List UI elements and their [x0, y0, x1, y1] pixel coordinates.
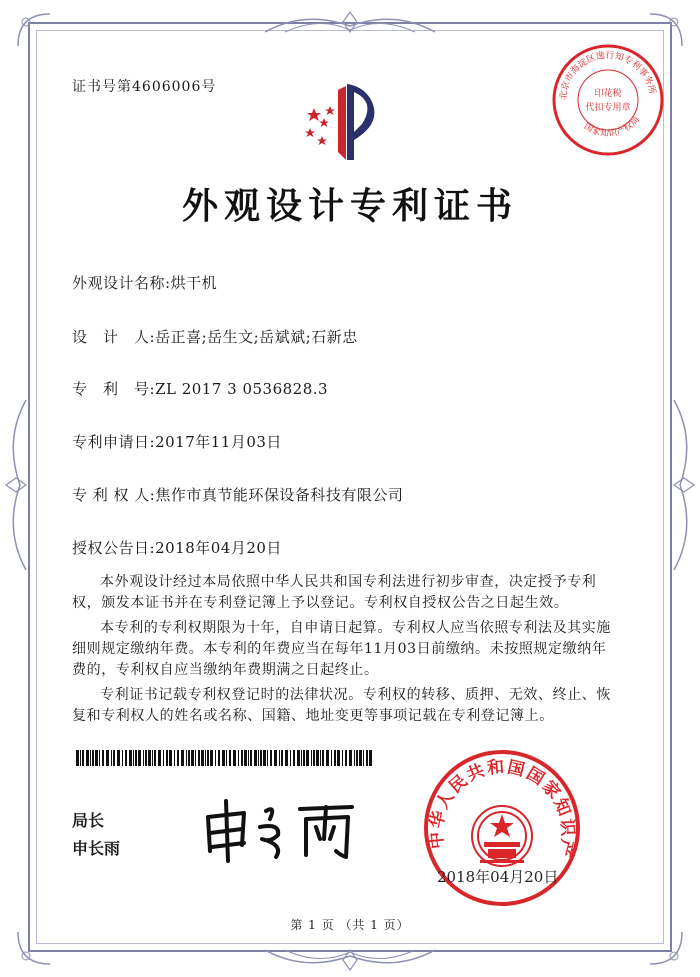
barcode-bar — [95, 750, 98, 766]
barcode-bar — [129, 750, 132, 766]
barcode-bar — [80, 750, 81, 766]
barcode-bar — [163, 750, 164, 766]
bottom-ornament — [265, 944, 435, 974]
left-ornament — [2, 400, 32, 570]
barcode-bar — [113, 750, 115, 766]
director-signature — [200, 795, 370, 869]
barcode-bar — [369, 750, 372, 766]
barcode-bar — [135, 750, 137, 766]
body-paragraph-1: 本外观设计经过本局依照中华人民共和国专利法进行初步审查，决定授予专利权，颁发本证书并在专利登记簿上予以登记。专利权自授权公告之日起生效。 — [72, 574, 597, 611]
grant-date-row — [72, 537, 282, 558]
barcode-bar — [191, 750, 194, 766]
barcode-bar — [148, 750, 151, 766]
barcode-bar — [322, 750, 324, 766]
barcode-bar — [354, 750, 355, 766]
barcode-bar — [326, 750, 329, 766]
seal-date: 2018年04月20日 — [437, 868, 559, 886]
barcode-bar — [177, 750, 179, 766]
agency-seal — [548, 40, 668, 164]
patentee-label: 专 利 权 人: — [72, 486, 156, 504]
barcode-bar — [297, 750, 300, 766]
barcode-bar — [258, 750, 259, 766]
barcode-bar — [174, 750, 175, 766]
patent-office-logo — [292, 80, 382, 169]
patent-number-value: ZL 2017 3 0536828.3 — [155, 380, 329, 398]
grant-date-label: 授权公告日: — [72, 539, 156, 557]
barcode-bar — [301, 750, 302, 766]
barcode-bar — [76, 750, 79, 766]
barcode-bar — [186, 750, 187, 766]
barcode-bar — [198, 750, 200, 766]
director-title: 局长 — [72, 811, 105, 830]
barcode-bar — [267, 750, 268, 766]
corner-ornament-br — [646, 928, 686, 968]
design-name-row — [72, 272, 217, 293]
barcode-bar — [349, 750, 352, 766]
certificate-body — [72, 572, 620, 727]
corner-ornament-bl — [14, 928, 54, 968]
barcode-bar — [342, 750, 343, 766]
barcode-bar — [86, 750, 89, 766]
grant-date-value: 2018年04月20日 — [155, 539, 282, 557]
barcode-bar — [281, 750, 283, 766]
barcode-bar — [233, 750, 236, 766]
patentee-row — [72, 484, 403, 505]
barcode-bar — [99, 750, 100, 766]
designers-row — [72, 326, 358, 347]
patent-number-row — [72, 378, 328, 399]
body-paragraph-3: 专利证书记载专利权登记时的法律状况。专利权的转移、质押、无效、终止、恢复和专利权人的姓名或名称、国籍、地址变更等事项记载在专利登记簿上。 — [72, 687, 611, 724]
barcode-bar — [248, 750, 249, 766]
barcode-bar — [345, 750, 347, 766]
barcode-bar — [152, 750, 153, 766]
barcode-bar — [122, 750, 123, 766]
svg-text:国家知识产权局 — [582, 114, 642, 139]
barcode-bar — [145, 750, 147, 766]
designers-value: 岳正喜;岳生文;岳斌斌;石新忠 — [155, 328, 358, 346]
barcode-bar — [331, 750, 332, 766]
barcode-bar — [254, 750, 257, 766]
top-ornament — [265, 8, 435, 38]
barcode-bar — [238, 750, 239, 766]
barcode-bar — [334, 750, 336, 766]
barcode-bar — [313, 750, 315, 766]
svg-text:代扣专用章: 代扣专用章 — [585, 103, 631, 113]
barcode-bar — [311, 750, 312, 766]
barcode-bar — [279, 750, 280, 766]
barcode-bar — [293, 750, 295, 766]
barcode-bar — [111, 750, 112, 766]
barcode-bar — [356, 750, 358, 766]
barcode-bar — [222, 750, 225, 766]
barcode-bar — [102, 750, 104, 766]
barcode-bar — [306, 750, 309, 766]
barcode-bar — [195, 750, 196, 766]
barcode-bar — [274, 750, 277, 766]
barcode-bar — [82, 750, 84, 766]
barcode-bar — [218, 750, 220, 766]
barcode-bar — [270, 750, 272, 766]
barcode-bar — [207, 750, 209, 766]
certificate-number: 证书号第4606006号 — [72, 79, 217, 95]
barcode-bar — [90, 750, 91, 766]
barcode-bar — [226, 750, 227, 766]
patent-number-label: 专 利 号: — [72, 380, 156, 398]
agency-seal-top-text: 北京市海淀区逸行知专利事务所 — [558, 50, 657, 101]
barcode-bar — [260, 750, 262, 766]
barcode-bar — [188, 750, 190, 766]
filing-date-value: 2017年11月03日 — [155, 433, 282, 451]
barcode-bar — [169, 750, 172, 766]
barcode-bar — [205, 750, 206, 766]
svg-text:印花税: 印花税 — [594, 89, 622, 99]
body-paragraph-2: 本专利的专利权期限为十年，自申请日起算。专利权人应当依照专利法及其实施细则规定缴纳年费。本专利的年费应当在每年11月03日前缴纳。未按照规定缴纳年费的，专利权自应当缴纳年费期满之日起终止。 — [72, 620, 611, 678]
barcode-bar — [138, 750, 141, 766]
barcode-bar — [316, 750, 319, 766]
barcode-bar — [290, 750, 291, 766]
patentee-value: 焦作市真节能环保设备科技有限公司 — [155, 486, 404, 504]
barcode-bar — [158, 750, 161, 766]
page-footer: 第 1 页 （共 1 页） — [290, 918, 410, 932]
barcode — [76, 750, 376, 770]
filing-date-label: 专利申请日: — [72, 433, 156, 451]
barcode-bar — [263, 750, 266, 766]
barcode-bar — [125, 750, 127, 766]
director-name: 申长雨 — [72, 839, 121, 858]
official-seal — [422, 748, 582, 912]
right-ornament — [668, 400, 698, 570]
barcode-bar — [166, 750, 168, 766]
corner-ornament-tl — [14, 10, 54, 50]
barcode-bar — [320, 750, 321, 766]
barcode-bar — [229, 750, 231, 766]
barcode-bar — [303, 750, 305, 766]
design-name-value: 烘干机 — [170, 274, 218, 292]
barcode-bar — [363, 750, 364, 766]
barcode-bar — [181, 750, 184, 766]
barcode-bar — [201, 750, 204, 766]
barcode-bar — [366, 750, 368, 766]
designers-label: 设 计 人: — [72, 328, 156, 346]
barcode-bar — [244, 750, 247, 766]
barcode-bar — [117, 750, 120, 766]
barcode-bar — [210, 750, 213, 766]
official-seal-text: 中华人民共和国国家知识产 — [426, 757, 578, 861]
barcode-bar — [359, 750, 362, 766]
barcode-bar — [154, 750, 156, 766]
barcode-bar — [215, 750, 216, 766]
barcode-bar — [241, 750, 243, 766]
barcode-bar — [133, 750, 134, 766]
barcode-bar — [285, 750, 288, 766]
barcode-bar — [250, 750, 252, 766]
barcode-bar — [337, 750, 340, 766]
barcode-bar — [106, 750, 109, 766]
barcode-bar — [92, 750, 94, 766]
page-title: 外观设计专利证书 — [181, 185, 518, 227]
design-name-label: 外观设计名称: — [72, 274, 171, 292]
barcode-bar — [143, 750, 144, 766]
agency-seal-bottom-text: 国家知识产权局 — [581, 114, 642, 140]
filing-date-row — [72, 431, 282, 452]
